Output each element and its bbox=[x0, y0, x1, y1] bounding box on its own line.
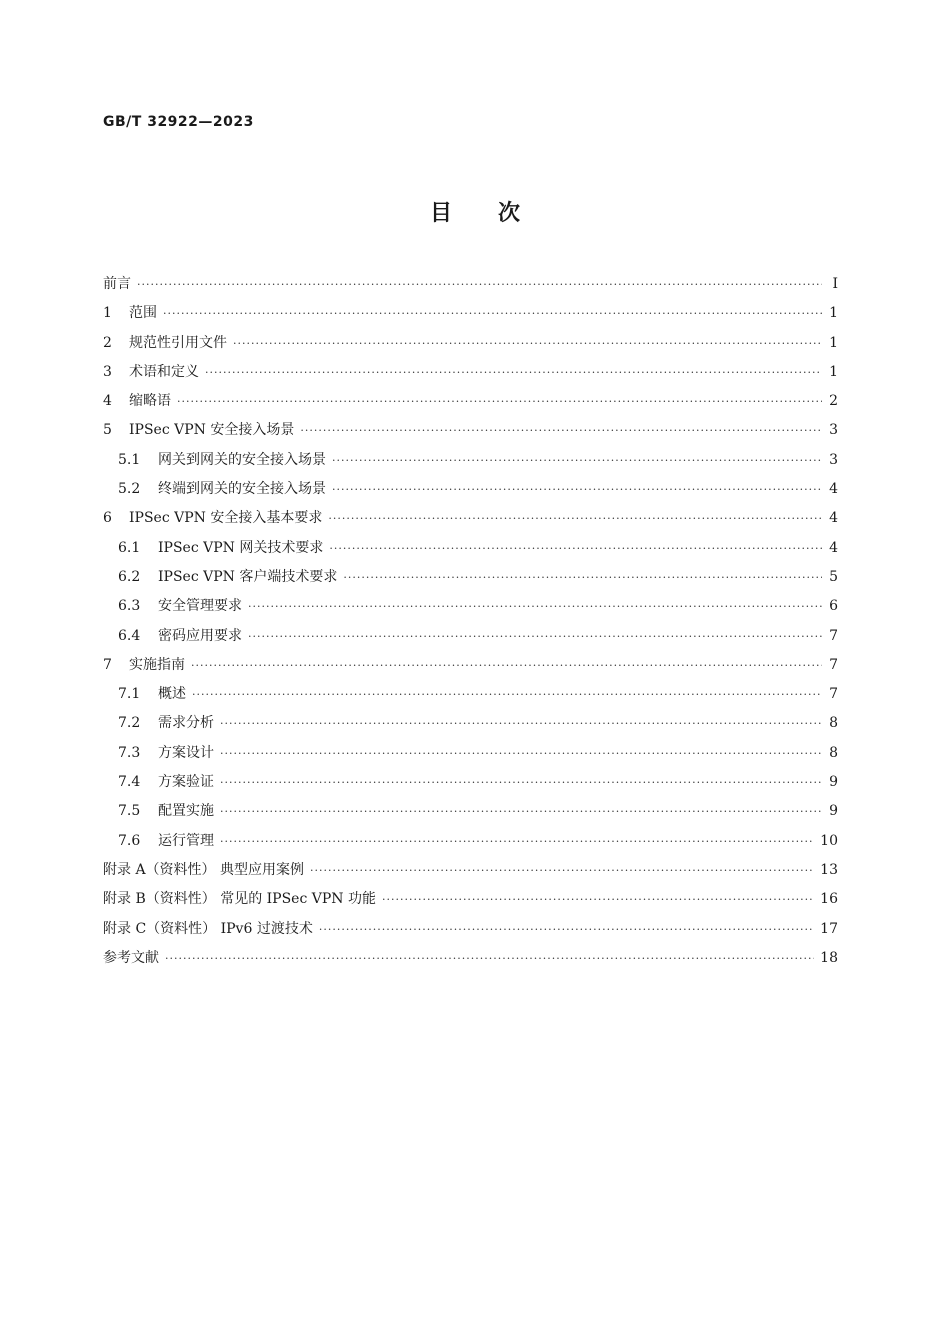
toc-entry-number: 7.2 bbox=[118, 715, 141, 732]
toc-leader-dots bbox=[300, 416, 822, 445]
toc-subentry[interactable] bbox=[103, 797, 838, 826]
toc-entry-label: 参考文献 bbox=[103, 949, 159, 966]
toc-entry-number: 2 bbox=[103, 334, 112, 351]
toc-leader-dots bbox=[328, 504, 822, 533]
toc-entry[interactable] bbox=[103, 358, 838, 387]
toc-leader-dots bbox=[233, 329, 822, 358]
toc-subentry[interactable] bbox=[103, 680, 838, 709]
toc-leader-dots bbox=[137, 270, 822, 299]
toc-entry-label: 附录 C（资料性） IPv6 过渡技术 bbox=[103, 920, 313, 937]
toc-leader-dots bbox=[382, 885, 814, 914]
toc-leader-dots bbox=[220, 709, 822, 738]
toc-entry-page: 8 bbox=[829, 744, 838, 761]
toc-entry-label: 前言 bbox=[103, 276, 131, 292]
toc-entry-label: IPSec VPN 安全接入基本要求 bbox=[129, 510, 323, 527]
toc-entry-label: 规范性引用文件 bbox=[129, 334, 227, 351]
standard-code: GB/T 32922—2023 bbox=[103, 114, 254, 130]
toc-entry-number: 3 bbox=[103, 363, 112, 380]
toc-entry-page: 1 bbox=[829, 334, 838, 351]
toc-leader-dots bbox=[310, 856, 814, 885]
toc-leader-dots bbox=[192, 680, 822, 709]
toc-subentry[interactable] bbox=[103, 475, 838, 504]
toc-entry-number: 5.2 bbox=[118, 481, 141, 498]
toc-leader-dots bbox=[248, 622, 822, 651]
toc-entry-number: 6.2 bbox=[118, 568, 141, 585]
toc-entry-label: 配置实施 bbox=[158, 803, 214, 820]
toc-subentry[interactable] bbox=[103, 563, 838, 592]
toc-entry-page: 7 bbox=[829, 656, 838, 673]
toc-entry-label: IPSec VPN 客户端技术要求 bbox=[158, 568, 338, 585]
toc-entry-page: 3 bbox=[829, 451, 838, 468]
toc-leader-dots bbox=[332, 446, 822, 475]
toc-leader-dots bbox=[220, 739, 822, 768]
toc-entry-number: 4 bbox=[103, 393, 112, 410]
toc-leader-dots bbox=[220, 797, 822, 826]
toc-subentry[interactable] bbox=[103, 446, 838, 475]
toc-entry-label: 密码应用要求 bbox=[158, 627, 242, 644]
toc-subentry[interactable] bbox=[103, 827, 838, 856]
toc-entry-page: 1 bbox=[829, 305, 838, 322]
toc-entry-number: 7.1 bbox=[118, 686, 141, 703]
toc-entry-number: 1 bbox=[103, 305, 112, 322]
toc-leader-dots bbox=[319, 915, 814, 944]
toc-entry-page: 10 bbox=[820, 832, 838, 849]
toc-entry-page: 9 bbox=[829, 803, 838, 820]
toc-entry-label: 方案验证 bbox=[158, 774, 214, 791]
toc-subentry[interactable] bbox=[103, 534, 838, 563]
toc-entry[interactable] bbox=[103, 270, 838, 299]
toc-entry-page: Ⅰ bbox=[832, 276, 838, 292]
toc-subentry[interactable] bbox=[103, 709, 838, 738]
toc-entry-page: 4 bbox=[829, 481, 838, 498]
toc-entry-label: IPSec VPN 网关技术要求 bbox=[158, 539, 324, 556]
toc-entry-page: 3 bbox=[829, 422, 838, 439]
toc-leader-dots bbox=[163, 299, 822, 328]
toc-entry[interactable] bbox=[103, 329, 838, 358]
toc-entry-label: 网关到网关的安全接入场景 bbox=[158, 451, 326, 468]
toc-entry-page: 13 bbox=[820, 861, 838, 878]
toc-entry-number: 6.3 bbox=[118, 598, 141, 615]
toc-entry-number: 5.1 bbox=[118, 451, 141, 468]
toc-entry-page: 1 bbox=[829, 363, 838, 380]
toc-entry-number: 7.6 bbox=[118, 832, 141, 849]
toc-entry-number: 6.1 bbox=[118, 539, 141, 556]
toc-leader-dots bbox=[332, 475, 822, 504]
toc-entry-label: 安全管理要求 bbox=[158, 598, 242, 615]
toc-entry-references[interactable] bbox=[103, 944, 838, 973]
toc-entry-page: 16 bbox=[820, 891, 838, 908]
toc-leader-dots bbox=[205, 358, 822, 387]
toc-entry-page: 4 bbox=[829, 539, 838, 556]
toc-leader-dots bbox=[343, 563, 822, 592]
toc-entry-appendix-b[interactable] bbox=[103, 885, 838, 914]
toc-entry[interactable] bbox=[103, 651, 838, 680]
toc-entry-page: 8 bbox=[829, 715, 838, 732]
toc-entry-page: 17 bbox=[820, 920, 838, 937]
toc-entry-label: 运行管理 bbox=[158, 832, 214, 849]
toc-leader-dots bbox=[220, 768, 822, 797]
toc-entry[interactable] bbox=[103, 387, 838, 416]
toc-entry-label: 概述 bbox=[158, 686, 186, 703]
toc-entry-page: 2 bbox=[829, 393, 838, 410]
toc-leader-dots bbox=[220, 827, 814, 856]
toc-entry-number: 7.5 bbox=[118, 803, 141, 820]
toc-entry-label: 缩略语 bbox=[129, 393, 171, 410]
toc-entry-page: 6 bbox=[829, 598, 838, 615]
toc-entry-number: 6.4 bbox=[118, 627, 141, 644]
toc-entry-page: 4 bbox=[829, 510, 838, 527]
toc-entry-appendix-c[interactable] bbox=[103, 915, 838, 944]
toc-subentry[interactable] bbox=[103, 739, 838, 768]
toc-entry-number: 7.4 bbox=[118, 774, 141, 791]
toc-entry-label: IPSec VPN 安全接入场景 bbox=[129, 422, 295, 439]
toc-subentry[interactable] bbox=[103, 768, 838, 797]
toc-entry[interactable] bbox=[103, 504, 838, 533]
toc-entry-label: 附录 B（资料性） 常见的 IPSec VPN 功能 bbox=[103, 891, 376, 908]
toc-entry-page: 18 bbox=[820, 949, 838, 966]
toc-entry-page: 7 bbox=[829, 627, 838, 644]
toc-entry-page: 9 bbox=[829, 774, 838, 791]
toc-subentry[interactable] bbox=[103, 592, 838, 621]
toc-entry-label: 方案设计 bbox=[158, 744, 214, 761]
toc-entry-number: 5 bbox=[103, 422, 112, 439]
toc-leader-dots bbox=[177, 387, 822, 416]
table-of-contents bbox=[103, 270, 838, 973]
toc-entry[interactable] bbox=[103, 416, 838, 445]
toc-entry[interactable] bbox=[103, 299, 838, 328]
toc-leader-dots bbox=[248, 592, 822, 621]
toc-subentry[interactable] bbox=[103, 622, 838, 651]
toc-entry-page: 5 bbox=[829, 568, 838, 585]
toc-entry-number: 7 bbox=[103, 656, 112, 673]
toc-entry-label: 术语和定义 bbox=[129, 363, 199, 380]
toc-leader-dots bbox=[329, 534, 822, 563]
toc-entry-appendix-a[interactable] bbox=[103, 856, 838, 885]
toc-entry-label: 终端到网关的安全接入场景 bbox=[158, 481, 326, 498]
page-title: 目次 bbox=[429, 201, 566, 226]
toc-entry-page: 7 bbox=[829, 686, 838, 703]
toc-leader-dots bbox=[165, 944, 814, 973]
toc-entry-number: 6 bbox=[103, 510, 112, 527]
toc-entry-label: 实施指南 bbox=[129, 656, 185, 673]
toc-entry-label: 范围 bbox=[129, 305, 157, 322]
toc-entry-number: 7.3 bbox=[118, 744, 141, 761]
toc-entry-label: 附录 A（资料性） 典型应用案例 bbox=[103, 861, 305, 878]
toc-leader-dots bbox=[191, 651, 822, 680]
toc-entry-label: 需求分析 bbox=[158, 715, 214, 732]
